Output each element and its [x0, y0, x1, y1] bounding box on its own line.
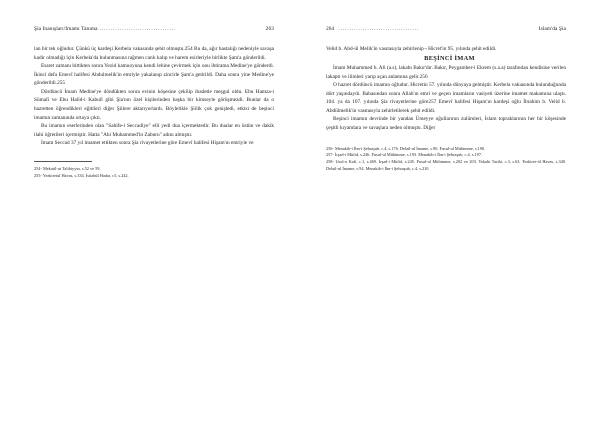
- paragraph: İmam Seccad 37 yıl imamet ettikten sonra Şia rivayetlerine göre Emevî halifesi Hişam'ın emriyle ve: [41, 140, 254, 147]
- paragraph: Esaret zamanı bittikten sonra Yezid kamuoyuna kendi lehine çevirmek için onu ihtirama Medine'ye gönderdi. İkinci defa Emevî halifesi Abdulmelik'in emriyle yakalanıp zincirle Şam'a getirildi. Daha sonra yine Medine'ye gönderildi.255: [34, 63, 274, 87]
- right-running-head: [326, 26, 566, 32]
- footnote: 258- Usul-u Kafi, c.1, s.469. İrşad-i Müfid, s.245. Fusul-ul Mühimme, s.202 ve 203. Yekabi Tarihi, c.3, s.63. Tezkiret-ül Havas, s.340. Delail-ul İmame, s.94. Menakib-i İbn-i Şehraşub, c.4, s.210.: [326, 158, 566, 171]
- footnote: 255- Yezkiretul Havas, s.334. İstiabül Hadat, c5, s.242.: [34, 172, 129, 178]
- footnote: 257- İrşad-i Müfid, s.246. Fusul-ul Mühimme, s.193. Menakib-i İbn-i Şehraşub, c.4, s.197.: [326, 152, 483, 158]
- right-page-number: 264: [326, 26, 335, 32]
- left-running-head-title: Şia İnanışları/İmamı Tanıma: [34, 26, 98, 32]
- paragraph: O hazret dördüncü imamın oğludur. Hicretin 57. yılında dünyaya gelmiştir. Kerbela vakıasında bulunduğunda dört yaşındaydı. Babasından sonra Allah'ın emri ve geçen imamların vasiyeti üzerine imamet makamına ulaştı. 104. ya da 107. yılında Şia rivayetlerine göre257 Emevî halifesi Hişam'ın kardeşi oğlu İbrahim b. Velid b. Abdülmelik'in vasıtasıyla zehirletilerek şehit edildi.: [326, 82, 566, 114]
- right-running-head-title: İslam'da Şia: [538, 26, 566, 32]
- left-running-head-dots: ..................................: [99, 26, 177, 32]
- right-footnotes: [326, 142, 566, 173]
- left-footnotes: [34, 157, 274, 179]
- right-body-column: [326, 45, 566, 133]
- paragraph: Dördüncü İmam Medine'ye döndükten sonra evinin köşesine çekilip ibadetle meşgul oldu. Ebu Hamza-i Sümalî ve Ebu Halid-i Kabulî gibi Şia'nın özel kişilerinden başka bir kimseyle görüşmezdi. Bunlar da o hazretten öğrendikleri eğitileri diğer Şiilere aktarıyorlardı. Böylelikle Şiilik çok genişledi, etkisi de beşinci imamın zamanında ortaya çıktı.: [34, 88, 274, 121]
- footnote-rule: [34, 161, 92, 162]
- paragraph: Velid b. Abd-ül Melik'in vasıtasıyla zehirlenip¬ Hicret'in 95. yılında şehit edildi.: [326, 46, 497, 52]
- section-title: BEŞİNCİ İMAM: [424, 54, 475, 62]
- paragraph: Beşinci imamın devrinde bir yandan Ümeyye oğullarının zulümleri, İslam topraklarının her bir köşesinde çeşitli kıyamlara ve savaşlara neden olmuştu. Diğer: [326, 116, 566, 131]
- left-page-number: 263: [265, 26, 274, 32]
- footnote: 254- Mekatil-ut Talibiyyin, s.52 ve 59.: [34, 165, 101, 171]
- footnote: 256- Menakib-i İbn-i Şehraşub, c.4, s.176. Delail-ul İmame, s.90. Fusul-ul Mühimme, s.190.: [326, 145, 486, 151]
- left-running-head: [34, 26, 274, 32]
- paragraph: lan bir tek oğludur. Çünkü üç kardeşi Kerbela vakasında şehit olmuştu.254 Bu da, ağır hastalığı nedeniyle savaşa kadir olmadığı için Kerbela'da bulunmasına rağmen canlı kalıp ve harem esirleriyle birlikte Şam'a gönderildi.: [34, 46, 274, 61]
- right-page: [300, 0, 600, 424]
- left-body-column: [34, 45, 274, 148]
- right-running-head-dots: ....................................: [338, 26, 420, 32]
- paragraph: İmam Muhammed b. Ali (a.s), lakabı Bakır'dır. Bakır, Peygamber-i Ekrem (s.a.a) tarafından kendisine verilen lakaptı ve ilimleri yarıp açan anlamına gelir.256: [326, 64, 566, 80]
- paragraph: Bu imamın eserlerinden olan "Sahife-i Seccadiye" elli yedi dua içermektedir. Bu dualar en üstün ve dakik ilahi öğretileri içermiştir. Hatta "Ahi Muhammed'in Zaburu" adını almıştır.: [34, 123, 274, 138]
